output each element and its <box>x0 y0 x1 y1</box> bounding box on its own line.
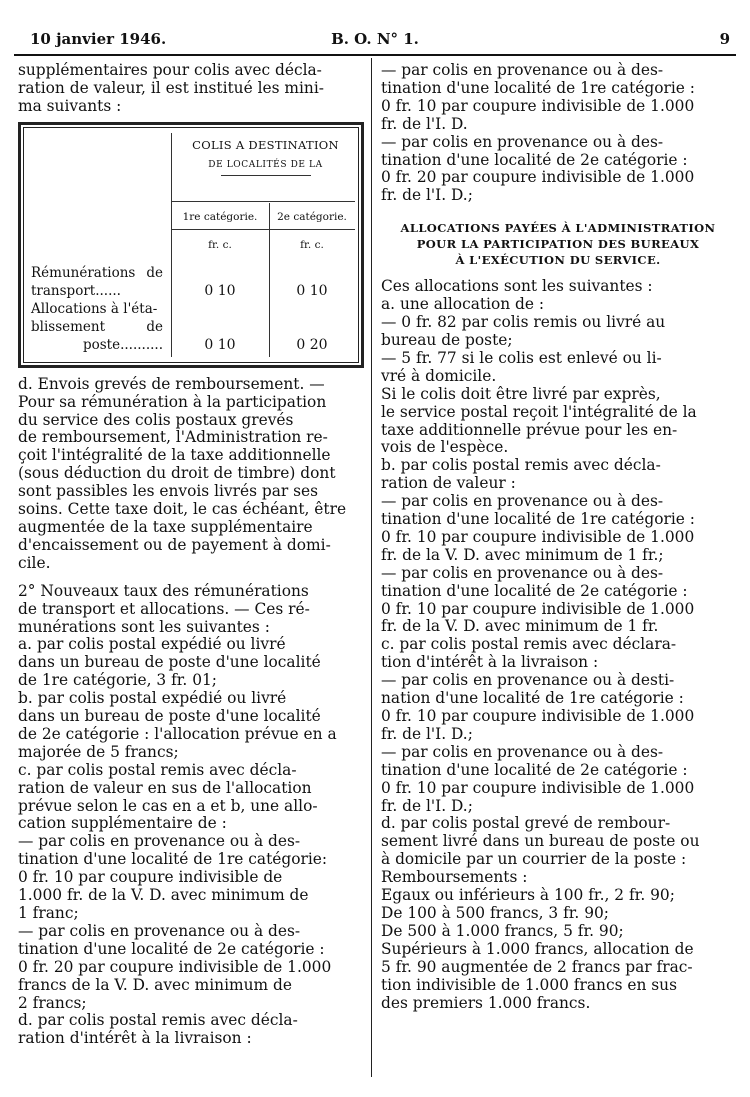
text-line: 0 fr. 10 par coupure indivisible de 1.000 <box>381 707 695 725</box>
column-header-1: 1re catégorie. <box>182 210 258 223</box>
text-line: d. par colis postal remis avec décla- <box>18 1011 298 1030</box>
heading-line: À L'EXÉCUTION DU SERVICE. <box>455 253 661 268</box>
text-line: fr. de la V. D. avec minimum de 1 fr.; <box>381 545 664 564</box>
text-line: tination d'une localité de 1re catégorie : <box>381 78 695 97</box>
text-line: des premiers 1.000 francs. <box>381 993 591 1012</box>
text-line: ration de valeur, il est institué les mini- <box>18 78 324 97</box>
row-label: transport...... <box>31 282 121 299</box>
text-line: fr. de la V. D. avec minimum de 1 fr. <box>381 617 659 636</box>
text-line: — par colis en provenance ou à des- <box>381 563 664 582</box>
paragraph-c-right <box>381 636 735 815</box>
paragraph-a <box>18 636 362 690</box>
text-line: tion d'intérêt à la livraison : <box>381 653 599 672</box>
text-line: fr. de l'I. D.; <box>381 186 473 205</box>
text-line: — par colis en provenance ou à des- <box>381 61 664 79</box>
paragraph-c2 <box>18 923 362 1013</box>
text-line: tination d'une localité de 1re catégorie: <box>18 850 328 869</box>
text-line: dans un bureau de poste d'une localité <box>18 707 321 726</box>
text-line: — par colis en provenance ou à des- <box>18 921 301 940</box>
paragraph-d <box>18 1012 362 1048</box>
text-line: tination d'une localité de 2e catégorie : <box>381 581 688 600</box>
text-line: majorée de 5 francs; <box>18 742 179 761</box>
text-line: — par colis en provenance ou à desti- <box>381 671 675 690</box>
column-header-2: 2e catégorie. <box>277 210 347 223</box>
text-line: tination d'une localité de 2e catégorie : <box>18 939 325 958</box>
text-line: — 0 fr. 82 par colis remis ou livré au <box>381 313 666 332</box>
text-line: Pour sa rémunération à la participation <box>18 392 327 411</box>
row-label: poste.......... <box>82 336 163 353</box>
text-line: tination d'une localité de 1re catégorie : <box>381 510 695 529</box>
text-line: ration de valeur : <box>381 474 516 493</box>
table-cell: 0 20 <box>296 336 328 353</box>
text-line: De 100 à 500 francs, 3 fr. 90; <box>381 903 609 922</box>
text-line: 0 fr. 10 par coupure indivisible de 1.000 <box>381 778 695 797</box>
text-line: De 500 à 1.000 francs, 5 fr. 90; <box>381 921 624 940</box>
text-line: vré à domicile. <box>381 366 497 385</box>
paragraph-c1 <box>18 833 362 923</box>
section-heading <box>381 220 735 268</box>
text-line: nation d'une localité de 1re catégorie : <box>381 689 684 708</box>
text-line: d. par colis postal grevé de rembour- <box>381 814 671 833</box>
text-line: çoit l'intégralité de la taxe additionnelle <box>18 446 331 465</box>
bulletin-number: B. O. N° 1. <box>331 30 419 48</box>
text-line: tination d'une localité de 2e catégorie : <box>381 150 688 169</box>
text-line: Ces allocations sont les suivantes : <box>381 277 653 296</box>
text-line: de 1re catégorie, 3 fr. 01; <box>18 671 217 690</box>
paragraph-expres <box>381 386 735 458</box>
text-line: munérations sont les suivantes : <box>18 617 270 636</box>
text-line: — 5 fr. 77 si le colis est enlevé ou li- <box>381 348 662 367</box>
section-2 <box>18 583 362 637</box>
text-line: b. par colis postal remis avec décla- <box>381 456 661 475</box>
table-cell: 0 10 <box>296 282 328 299</box>
text-line: sont passibles les envois livrés par ses <box>18 482 319 501</box>
text-line: fr. de l'I. D.; <box>381 796 473 815</box>
text-line: prévue selon le cas en a et b, une allo- <box>18 796 318 815</box>
text-line: dans un bureau de poste d'une localité <box>18 653 321 672</box>
text-line: 0 fr. 10 par coupure indivisible de 1.000 <box>381 599 695 618</box>
text-line: c. par colis postal remis avec déclara- <box>381 635 677 654</box>
minima-table <box>18 122 364 368</box>
paragraph-r2 <box>381 134 735 206</box>
paragraph-d-envois <box>18 376 362 573</box>
text-line: supplémentaires pour colis avec décla- <box>18 61 322 79</box>
heading-line: POUR LA PARTICIPATION DES BUREAUX <box>416 237 700 252</box>
text-line: taxe additionnelle prévue pour les en- <box>381 420 678 439</box>
page-header <box>14 26 736 52</box>
text-line: 0 fr. 10 par coupure indivisible de 1.000 <box>381 527 695 546</box>
text-line: — par colis en provenance ou à des- <box>18 832 301 851</box>
text-line: 1 franc; <box>18 904 79 922</box>
text-line: 1.000 fr. de la V. D. avec minimum de <box>18 886 309 905</box>
table-subcaption: DE LOCALITÉS DE LA <box>208 159 323 170</box>
text-line: — par colis en provenance ou à des- <box>381 492 664 511</box>
text-line: sement livré dans un bureau de poste ou <box>381 832 700 851</box>
text-line: 0 fr. 10 par coupure indivisible de 1.000 <box>381 96 695 115</box>
text-line: a. une allocation de : <box>381 295 545 314</box>
text-line: le service postal reçoit l'intégralité de la <box>381 402 697 421</box>
text-line: bureau de poste; <box>381 330 513 349</box>
paragraph-d-right <box>381 815 735 1012</box>
paragraph-intro <box>381 278 735 385</box>
text-line: 5 fr. 90 augmentée de 2 francs par frac- <box>381 957 693 976</box>
text-line: francs de la V. D. avec minimum de <box>18 975 292 994</box>
text-line: vois de l'espèce. <box>381 438 509 457</box>
text-line: ma suivants : <box>18 96 122 115</box>
left-column <box>18 62 362 1048</box>
text-line: 2° Nouveaux taux des rémunérations <box>18 581 309 600</box>
text-line: de transport et allocations. — Ces ré- <box>18 599 310 618</box>
issue-date: 10 janvier 1946. <box>30 30 167 48</box>
text-line: d'encaissement ou de payement à domi- <box>18 535 331 554</box>
text-line: de remboursement, l'Administration re- <box>18 428 328 447</box>
text-line: a. par colis postal expédié ou livré <box>18 635 286 654</box>
text-line: c. par colis postal remis avec décla- <box>18 760 297 779</box>
row-label: blissement de <box>31 318 163 335</box>
text-line: à domicile par un courrier de la poste : <box>381 850 687 869</box>
text-line: ration d'intérêt à la livraison : <box>18 1029 252 1048</box>
header-rule <box>14 54 736 56</box>
intro-paragraph <box>18 62 362 116</box>
text-line: 0 fr. 20 par coupure indivisible de 1.000 <box>18 957 332 976</box>
paragraph-c <box>18 762 362 834</box>
table-rule <box>221 175 311 176</box>
table-cell: 0 10 <box>204 282 236 299</box>
text-line: cation supplémentaire de : <box>18 814 227 833</box>
text-line: de 2e catégorie : l'allocation prévue en a <box>18 724 337 743</box>
text-line: — par colis en provenance ou à des- <box>381 742 664 761</box>
text-line: Egaux ou inférieurs à 100 fr., 2 fr. 90; <box>381 886 675 905</box>
text-line: du service des colis postaux grevés <box>18 410 294 429</box>
text-line: (sous déduction du droit de timbre) dont <box>18 464 336 483</box>
text-line: — par colis en provenance ou à des- <box>381 132 664 151</box>
text-line: fr. de l'I. D.; <box>381 724 473 743</box>
paragraph-b-right <box>381 457 735 636</box>
right-column <box>381 62 735 1012</box>
text-line: 0 fr. 20 par coupure indivisible de 1.000 <box>381 168 695 187</box>
text-line: fr. de l'I. D. <box>381 114 468 133</box>
text-line: ration de valeur en sus de l'allocation <box>18 778 312 797</box>
page-number: 9 <box>719 30 730 48</box>
text-line: tination d'une localité de 2e catégorie : <box>381 760 688 779</box>
unit-label: fr. c. <box>208 238 232 251</box>
column-divider <box>371 58 372 1077</box>
text-line: 0 fr. 10 par coupure indivisible de <box>18 868 283 887</box>
paragraph-b <box>18 690 362 762</box>
heading-line: ALLOCATIONS PAYÉES À L'ADMINISTRATION <box>400 221 716 236</box>
table-rule <box>172 201 355 202</box>
text-line: Supérieurs à 1.000 francs, allocation de <box>381 939 694 958</box>
text-line: Si le colis doit être livré par exprès, <box>381 384 661 403</box>
text-line: tion indivisible de 1.000 francs en sus <box>381 975 677 994</box>
paragraph-r1 <box>381 62 735 134</box>
text-line: 2 francs; <box>18 993 87 1012</box>
row-label: Rémunérations de <box>31 264 163 281</box>
text-line: augmentée de la taxe supplémentaire <box>18 517 313 536</box>
unit-label: fr. c. <box>300 238 324 251</box>
text-line: b. par colis postal expédié ou livré <box>18 689 287 708</box>
row-label: Allocations à l'éta- <box>31 300 158 317</box>
text-line: cile. <box>18 553 51 572</box>
text-line: d. Envois grevés de remboursement. — <box>18 374 325 393</box>
table-caption: COLIS A DESTINATION <box>192 137 339 152</box>
table-rule <box>172 229 355 230</box>
text-line: Remboursements : <box>381 868 528 887</box>
text-line: soins. Cette taxe doit, le cas échéant, être <box>18 500 347 519</box>
table-cell: 0 10 <box>204 336 236 353</box>
